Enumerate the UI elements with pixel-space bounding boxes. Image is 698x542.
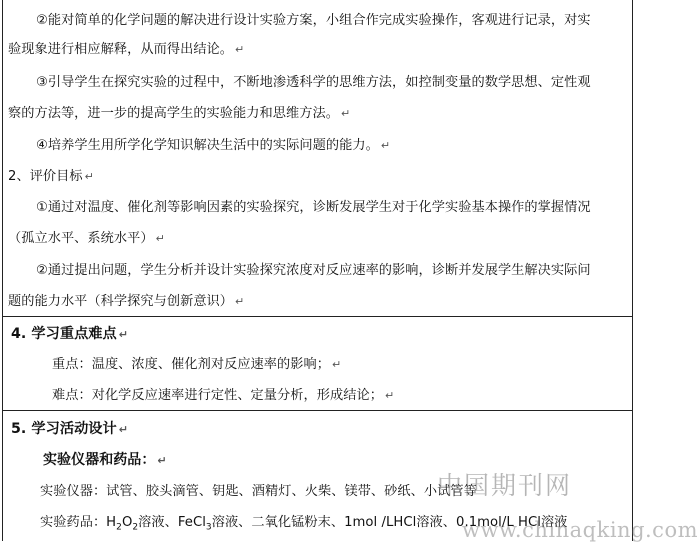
text-line: 察的方法等，进一步的提高学生的实验能力和思维方法。 ↵ (8, 106, 351, 121)
text-line: ①通过对温度、催化剂等影响因素的实验探究，诊断发展学生对于化学实验基本操作的掌握情况 (36, 200, 591, 215)
row-divider (3, 410, 632, 411)
text-line: ③引导学生在探究实验的过程中，不断地渗透科学的思维方法，如控制变量的数学思想、定性观 (36, 75, 591, 90)
paragraph-mark-icon: ↵ (340, 107, 351, 120)
paragraph-mark-icon: ↵ (384, 389, 395, 402)
text-line: （孤立水平、系统水平） ↵ (8, 231, 165, 246)
text-line: 难点：对化学反应速率进行定性、定量分析，形成结论； ↵ (52, 388, 395, 403)
paragraph-mark-icon: ↵ (118, 423, 129, 436)
section-heading: 5. 学习活动设计 ↵ (11, 421, 129, 437)
watermark-text: 中国期刊网 (437, 471, 573, 500)
list-heading: 2、评价目标 ↵ (8, 169, 94, 184)
text-line: ②通过提出问题，学生分析并设计实验探究浓度对反应速率的影响，诊断并发展学生解决实际问 (36, 263, 591, 278)
paragraph-mark-icon: ↵ (380, 139, 391, 152)
paragraph-mark-icon: ↵ (118, 328, 129, 341)
text-line: ②能对简单的化学问题的解决进行设计实验方案，小组合作完成实验操作，客观进行记录，对实 (36, 13, 591, 28)
paragraph-mark-icon: ↵ (235, 43, 245, 56)
text-line: ④培养学生用所学化学知识解决生活中的实际问题的能力。 ↵ (36, 138, 391, 153)
text-line: 实验仪器：试管、胶头滴管、钥匙、酒精灯、火柴、镁带、砂纸、小试管等 (40, 484, 477, 499)
paragraph-mark-icon: ↵ (332, 358, 342, 371)
text-line: 验现象进行相应解释，从而得出结论。 ↵ (8, 42, 245, 57)
watermark-url: www.chinaqking.com (462, 518, 698, 542)
row-divider (3, 316, 632, 317)
text-line: 题的能力水平（科学探究与创新意识） ↵ (8, 294, 245, 309)
paragraph-mark-icon: ↵ (157, 454, 167, 467)
paragraph-mark-icon: ↵ (84, 170, 94, 183)
paragraph-mark-icon: ↵ (155, 232, 165, 245)
paragraph-mark-icon: ↵ (235, 295, 245, 308)
text-line: 重点：温度、浓度、催化剂对反应速率的影响； ↵ (52, 357, 342, 372)
section-heading: 4. 学习重点难点 ↵ (11, 326, 129, 342)
sub-heading: 实验仪器和药品： ↵ (43, 452, 167, 468)
text-line: 实验药品：$H_2O_2$溶液、FeCl$_3$溶液、二氧化锰粉末、1mol /LHCl溶液、0.1mol/L HCl溶液 (40, 515, 568, 533)
